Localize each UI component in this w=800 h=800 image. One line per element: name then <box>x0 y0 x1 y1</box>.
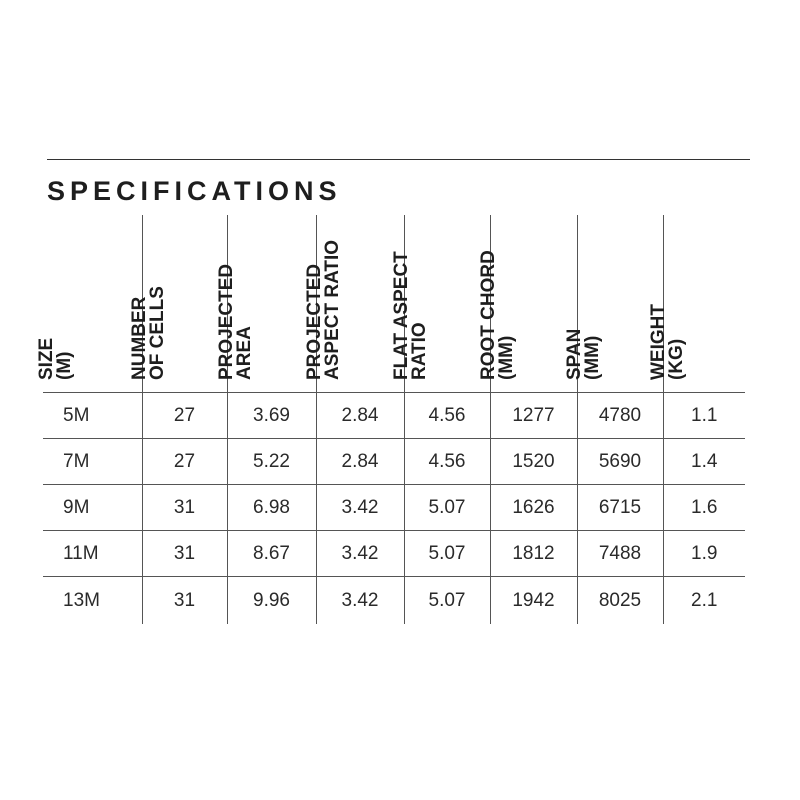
column-header-line: RATIO <box>409 322 430 380</box>
table-cell-root-chord: 1812 <box>490 531 577 577</box>
column-header-line: (MM) <box>495 335 517 380</box>
column-header-projected-area <box>215 215 316 393</box>
table-cell-size: 11M <box>43 531 142 577</box>
table-cell-span: 7488 <box>577 531 663 577</box>
table-row <box>43 439 745 485</box>
column-header-line: PROJECTED <box>304 263 325 380</box>
table-cell-number-of-cells: 31 <box>142 485 227 531</box>
top-divider <box>47 159 750 160</box>
table-cell-root-chord: 1626 <box>490 485 577 531</box>
table-cell-root-chord: 1520 <box>490 439 577 485</box>
column-header-number-of-cells <box>128 215 227 393</box>
table-cell-size: 13M <box>43 577 142 625</box>
table-cell-flat-aspect-ratio: 5.07 <box>404 577 490 625</box>
table-cell-size: 7M <box>43 439 142 485</box>
table-cell-projected-aspect-ratio: 3.42 <box>316 485 404 531</box>
column-header-line: ASPECT RATIO <box>322 239 343 380</box>
column-header-size <box>36 215 142 393</box>
table-cell-number-of-cells: 31 <box>142 577 227 625</box>
table-cell-projected-aspect-ratio: 2.84 <box>316 393 404 439</box>
column-header-line: PROJECTED <box>215 263 237 380</box>
table-cell-root-chord: 1277 <box>490 393 577 439</box>
table-cell-weight: 2.1 <box>663 577 745 625</box>
table-cell-weight: 1.9 <box>663 531 745 577</box>
column-header-line: (KG) <box>666 338 688 380</box>
table-cell-flat-aspect-ratio: 4.56 <box>404 439 490 485</box>
column-header-line: SIZE <box>36 337 58 380</box>
specifications-table <box>36 215 745 624</box>
table-cell-span: 8025 <box>577 577 663 625</box>
table-body <box>43 393 745 625</box>
table-cell-span: 6715 <box>577 485 663 531</box>
column-header-line: AREA <box>233 326 255 380</box>
table-cell-projected-aspect-ratio: 3.42 <box>316 531 404 577</box>
column-header-line: WEIGHT <box>648 304 670 380</box>
table-cell-size: 5M <box>43 393 142 439</box>
table-cell-weight: 1.4 <box>663 439 745 485</box>
table-cell-flat-aspect-ratio: 5.07 <box>404 531 490 577</box>
table-cell-projected-aspect-ratio: 2.84 <box>316 439 404 485</box>
table-row <box>43 393 745 439</box>
table-cell-projected-area: 5.22 <box>227 439 316 485</box>
column-header-line: ROOT CHORD <box>477 250 499 380</box>
column-header-weight <box>648 215 745 393</box>
column-header-line: SPAN <box>564 328 585 380</box>
column-header-line: (M) <box>54 351 76 380</box>
table-cell-projected-area: 3.69 <box>227 393 316 439</box>
table-row <box>43 531 745 577</box>
table-cell-number-of-cells: 27 <box>142 439 227 485</box>
table-cell-projected-aspect-ratio: 3.42 <box>316 577 404 625</box>
table-cell-projected-area: 8.67 <box>227 531 316 577</box>
table-cell-root-chord: 1942 <box>490 577 577 625</box>
header-row <box>43 215 745 393</box>
table-cell-span: 4780 <box>577 393 663 439</box>
table-cell-flat-aspect-ratio: 4.56 <box>404 393 490 439</box>
table-cell-number-of-cells: 31 <box>142 531 227 577</box>
table-row <box>43 577 745 625</box>
table-cell-span: 5690 <box>577 439 663 485</box>
table-cell-flat-aspect-ratio: 5.07 <box>404 485 490 531</box>
table-cell-projected-area: 9.96 <box>227 577 316 625</box>
table-row <box>43 485 745 531</box>
column-header-line: OF CELLS <box>146 286 168 380</box>
page-title: SPECIFICATIONS <box>47 176 342 206</box>
table-cell-number-of-cells: 27 <box>142 393 227 439</box>
table-cell-projected-area: 6.98 <box>227 485 316 531</box>
column-header-line: (MM) <box>582 335 603 380</box>
column-header-line: NUMBER <box>128 296 150 380</box>
table-cell-weight: 1.1 <box>663 393 745 439</box>
table-cell-size: 9M <box>43 485 142 531</box>
column-header-line: FLAT ASPECT <box>391 251 412 380</box>
table-cell-weight: 1.6 <box>663 485 745 531</box>
